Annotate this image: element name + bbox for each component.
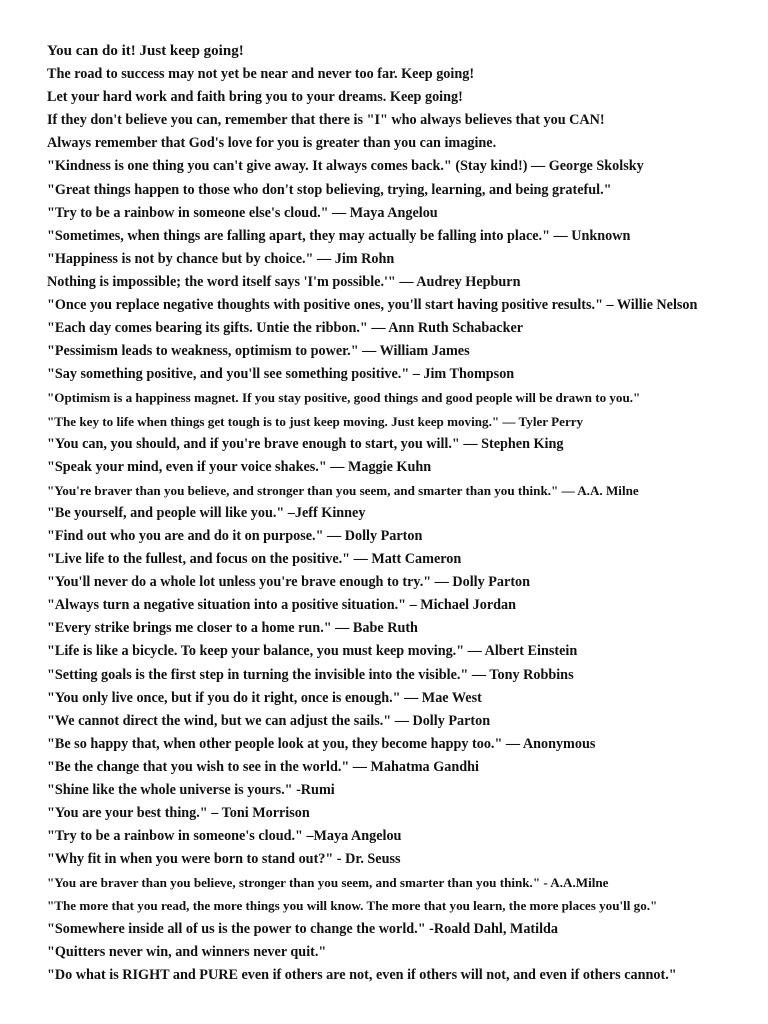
quote-line: "Do what is RIGHT and PURE even if others are not, even if others will not, and even if others cannot." bbox=[47, 966, 677, 983]
quote-line: "Setting goals is the first step in turning the invisible into the visible." — Tony Robbins bbox=[47, 666, 574, 683]
quote-line: "The more that you read, the more things you will know. The more that you learn, the more places you'll go." bbox=[47, 898, 658, 914]
quote-line: "You are braver than you believe, stronger than you seem, and smarter than you think." - A.A.Milne bbox=[47, 875, 609, 891]
quote-line: "Sometimes, when things are falling apart, they may actually be falling into place." — Unknown bbox=[47, 227, 631, 244]
quote-line: Let your hard work and faith bring you to your dreams. Keep going! bbox=[47, 89, 463, 106]
quote-line: "Try to be a rainbow in someone else's cloud." — Maya Angelou bbox=[47, 204, 438, 221]
quote-line: "Happiness is not by chance but by choice." — Jim Rohn bbox=[47, 250, 395, 267]
quote-line: "Kindness is one thing you can't give away. It always comes back." (Stay kind!) — George Skolsky bbox=[47, 158, 644, 175]
quote-line: "Always turn a negative situation into a positive situation." – Michael Jordan bbox=[47, 597, 516, 614]
quote-line: "Shine like the whole universe is yours." -Rumi bbox=[47, 782, 335, 798]
quote-line: "You'll never do a whole lot unless you're brave enough to try." — Dolly Parton bbox=[47, 574, 531, 591]
quote-line: "You only live once, but if you do it right, once is enough." — Mae West bbox=[47, 689, 482, 706]
quote-line: "The key to life when things get tough is to just keep moving. Just keep moving." — Tyler Perry bbox=[47, 413, 584, 429]
quote-line: "Life is like a bicycle. To keep your balance, you must keep moving." — Albert Einstein bbox=[47, 643, 578, 660]
quote-line: "You can, you should, and if you're brave enough to start, you will." — Stephen King bbox=[47, 435, 564, 452]
quote-line: "You are your best thing." – Toni Morrison bbox=[47, 805, 310, 822]
quote-line: Nothing is impossible; the word itself says 'I'm possible.'" — Audrey Hepburn bbox=[47, 273, 521, 290]
quote-line: "Live life to the fullest, and focus on the positive." — Matt Cameron bbox=[47, 551, 462, 568]
quote-line: Always remember that God's love for you is greater than you can imagine. bbox=[47, 135, 497, 152]
quote-line: "Try to be a rainbow in someone's cloud." –Maya Angelou bbox=[47, 828, 402, 845]
quote-line: "Be so happy that, when other people look at you, they become happy too." — Anonymous bbox=[47, 735, 596, 752]
quote-line: "You're braver than you believe, and stronger than you seem, and smarter than you think." — A.A. Milne bbox=[47, 482, 639, 498]
page-title: You can do it! Just keep going! bbox=[47, 43, 244, 59]
quote-line: "Be yourself, and people will like you." –Jeff Kinney bbox=[47, 504, 366, 521]
quote-line: "Once you replace negative thoughts with positive ones, you'll start having positive results." – Willie Nelson bbox=[47, 297, 698, 314]
quote-line: "Optimism is a happiness magnet. If you stay positive, good things and good people will be drawn to you." bbox=[47, 390, 641, 406]
quote-line: "Say something positive, and you'll see something positive." – Jim Thompson bbox=[47, 366, 515, 383]
quote-line: If they don't believe you can, remember that there is "I" who always believes that you CAN! bbox=[47, 112, 605, 129]
quote-line: "We cannot direct the wind, but we can adjust the sails." — Dolly Parton bbox=[47, 712, 491, 729]
quote-line: "Find out who you are and do it on purpose." — Dolly Parton bbox=[47, 527, 423, 544]
quote-line: "Every strike brings me closer to a home run." — Babe Ruth bbox=[47, 620, 418, 637]
quote-line: "Speak your mind, even if your voice shakes." — Maggie Kuhn bbox=[47, 458, 432, 475]
quote-line: "Quitters never win, and winners never quit." bbox=[47, 943, 327, 960]
quote-line: "Why fit in when you were born to stand out?" - Dr. Seuss bbox=[47, 851, 401, 868]
quote-line: "Pessimism leads to weakness, optimism to power." — William James bbox=[47, 343, 470, 360]
quote-list-page bbox=[47, 40, 747, 987]
quote-line: "Each day comes bearing its gifts. Untie the ribbon." — Ann Ruth Schabacker bbox=[47, 320, 524, 337]
quote-line: "Great things happen to those who don't stop believing, trying, learning, and being grateful." bbox=[47, 181, 612, 198]
quote-line: "Be the change that you wish to see in the world." — Mahatma Gandhi bbox=[47, 758, 479, 775]
quote-line: "Somewhere inside all of us is the power to change the world." -Roald Dahl, Matilda bbox=[47, 920, 559, 937]
quote-line: The road to success may not yet be near and never too far. Keep going! bbox=[47, 66, 475, 83]
